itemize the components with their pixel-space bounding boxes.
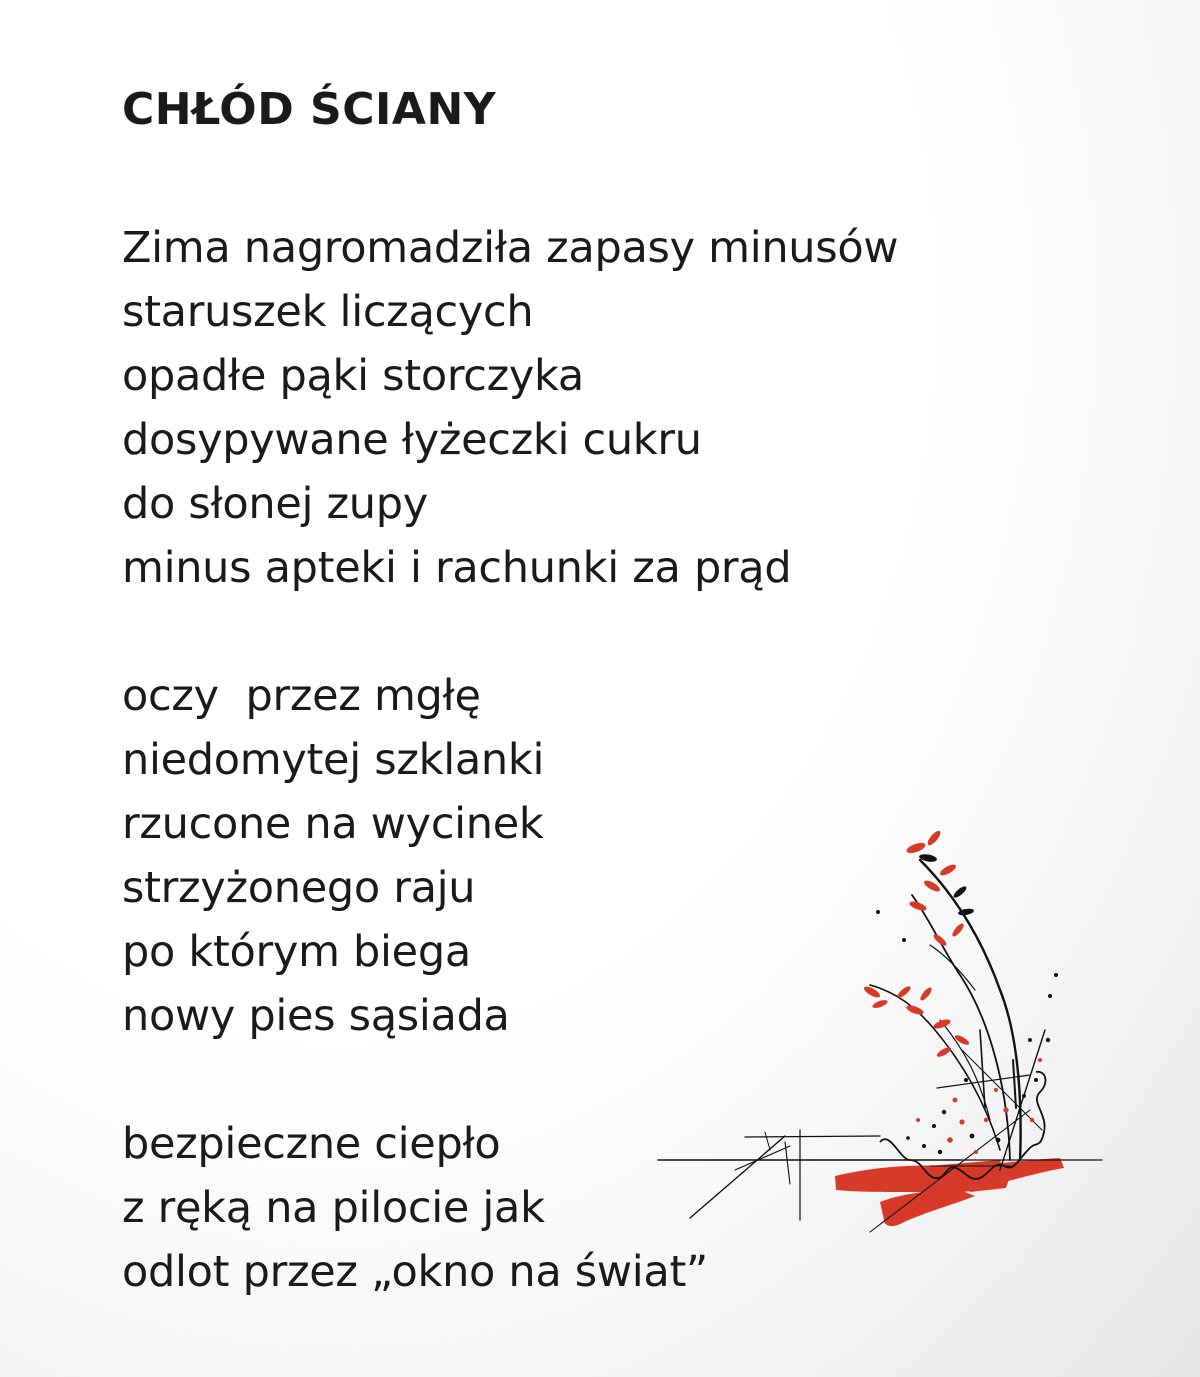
poem-title: CHŁÓD ŚCIANY [122, 84, 497, 135]
verse-line: z ręką na pilocie jak [122, 1183, 545, 1233]
verse-line: minus apteki i rachunki za prąd [122, 543, 792, 593]
verse-line: opadłe pąki storczyka [122, 351, 584, 401]
stanza-3 [122, 1112, 708, 1304]
sketch-lines [658, 1030, 1102, 1232]
verse-line: dosypywane łyżeczki cukru [122, 415, 702, 465]
verse-line: strzyżonego raju [122, 863, 476, 913]
verse-line: odlot przez „okno na świat” [122, 1247, 708, 1297]
verse-line: do słonej zupy [122, 479, 428, 529]
tree-leaves [862, 829, 974, 1059]
verse-line: Zima nagromadziła zapasy minusów [122, 223, 899, 273]
stanza-2 [122, 664, 544, 1048]
verse-line: niedomytej szklanki [122, 735, 545, 785]
windblown-tree-sketch-icon [650, 820, 1120, 1240]
stanza-1 [122, 216, 898, 600]
verse-line: oczy przez mgłę [122, 671, 481, 721]
verse-line: staruszek liczących [122, 287, 534, 337]
tree-branches [870, 860, 1021, 1160]
ink-speckles [876, 910, 1058, 1154]
verse-line: rzucone na wycinek [122, 799, 544, 849]
verse-line: po którym biega [122, 927, 471, 977]
verse-line: nowy pies sąsiada [122, 991, 510, 1041]
verse-line: bezpieczne ciepło [122, 1119, 501, 1169]
